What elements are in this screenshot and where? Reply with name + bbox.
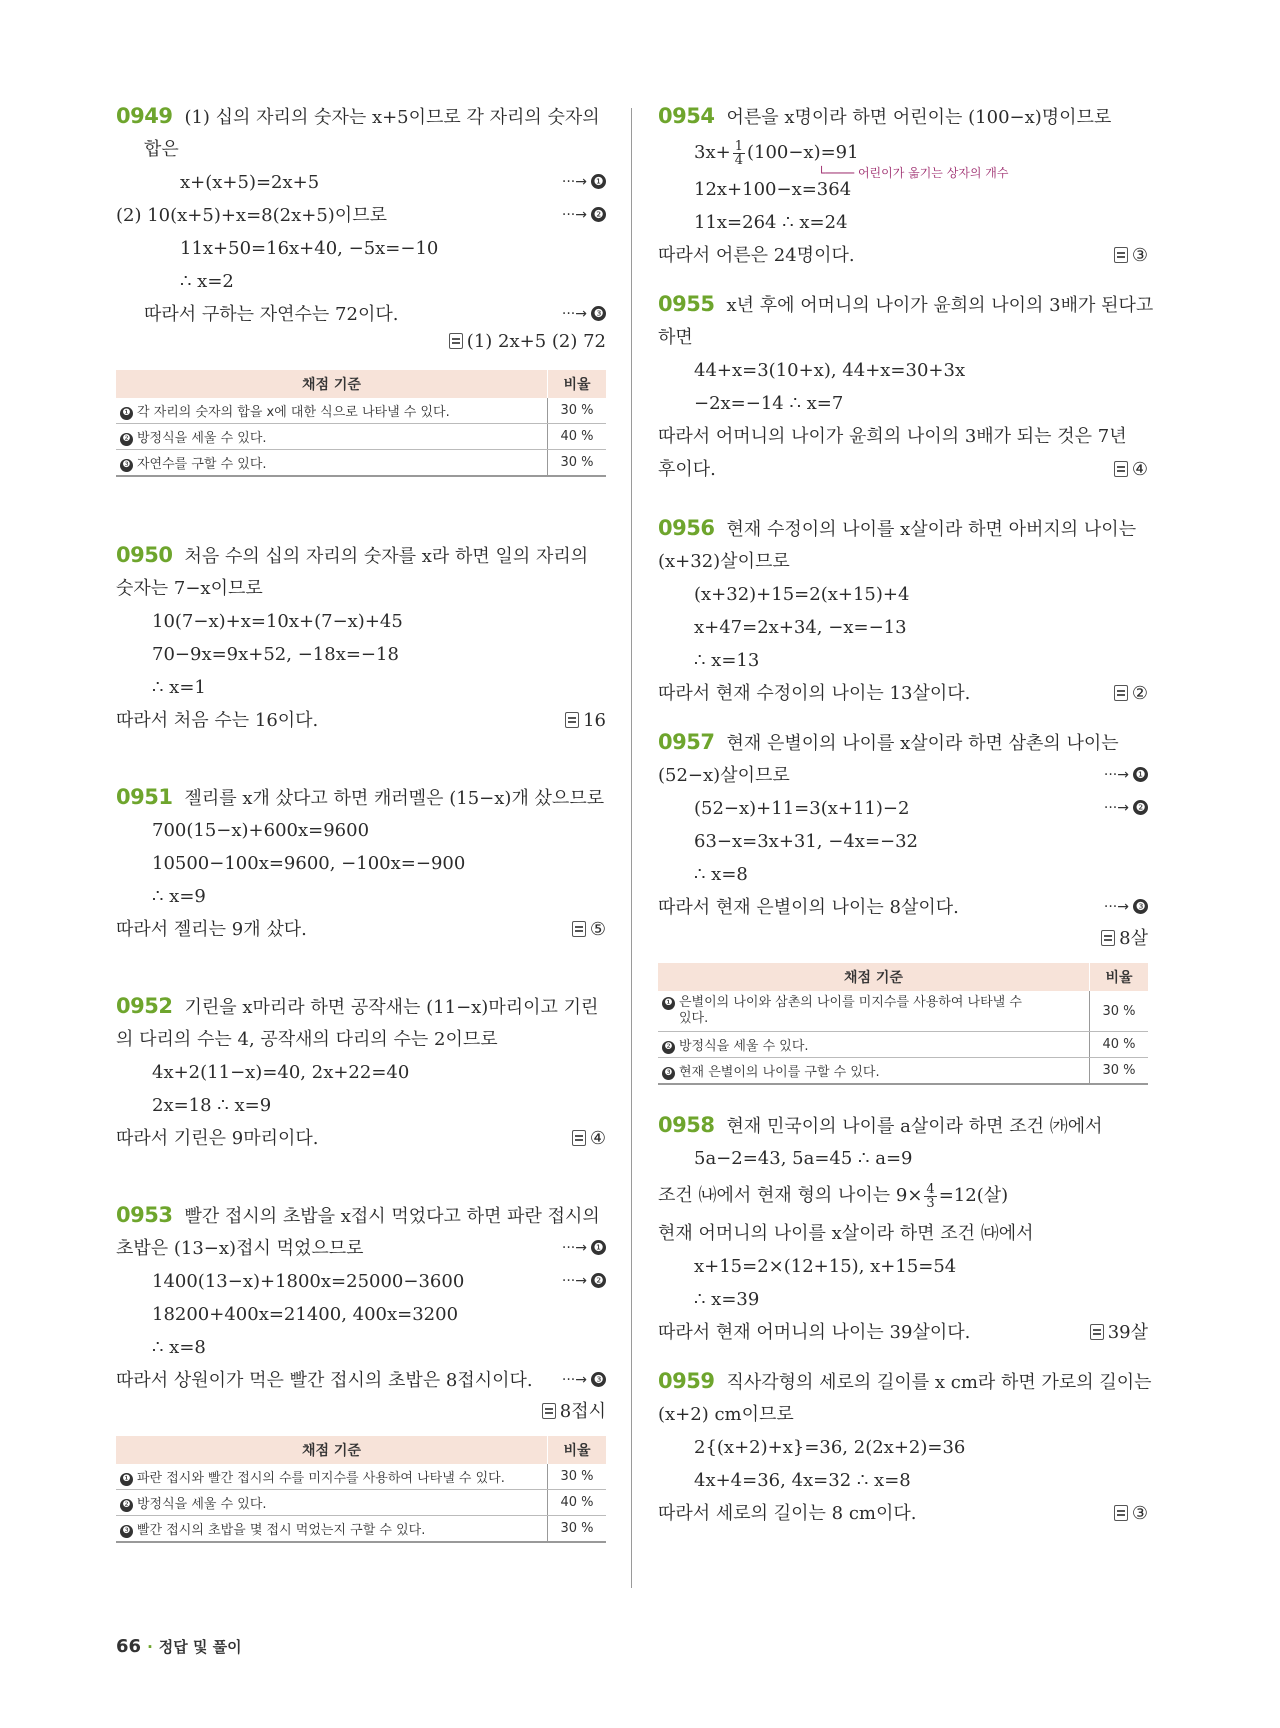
solution-text: 초밥은 (13−x)접시 먹었으므로 — [116, 1238, 364, 1259]
equation: ∴ x=1 — [152, 677, 206, 698]
answer: 39살 — [1090, 1316, 1148, 1349]
step-marker: ···→ ❷ — [562, 1265, 606, 1298]
annotation-note: └──── 어린이가 옮기는 상자의 개수 — [818, 166, 1009, 180]
equation: (52−x)+11=3(x+11)−2 — [694, 798, 910, 819]
equation: x+47=2x+34, −x=−13 — [694, 617, 907, 638]
problem-number: 0954 — [658, 104, 715, 128]
solution-text: 의 다리의 수는 4, 공작새의 다리의 수는 2이므로 — [116, 1029, 498, 1050]
conclusion: 따라서 현재 은별이의 나이는 8살이다. — [658, 897, 959, 918]
answer-icon — [572, 921, 586, 937]
problem-0951 — [116, 781, 606, 946]
solution-text: 기린을 x마리라 하면 공작새는 (11−x)마리이고 기린 — [184, 997, 599, 1018]
answer-icon — [1114, 685, 1128, 701]
answer-icon — [565, 712, 579, 728]
step-marker: ···→ ❶ — [562, 166, 606, 199]
equation: 18200+400x=21400, 400x=3200 — [152, 1304, 459, 1325]
equation: 1400(13−x)+1800x=25000−3600 — [152, 1271, 465, 1292]
solution-text: 숫자는 7−x이므로 — [116, 578, 263, 599]
answer: ③ — [1114, 239, 1148, 272]
problem-0953 — [116, 1199, 606, 1543]
answer: ③ — [1114, 1497, 1148, 1530]
step-marker: ···→ ❷ — [1104, 792, 1148, 825]
conclusion: 따라서 젤리는 9개 샀다. — [116, 919, 307, 940]
equation: ∴ x=39 — [694, 1289, 760, 1310]
fraction: $\frac{4}{3}$ — [926, 1181, 935, 1211]
problem-number: 0958 — [658, 1113, 715, 1137]
solution-text: 빨간 접시의 초밥을 x접시 먹었다고 하면 파란 접시의 — [184, 1206, 600, 1227]
column-divider — [631, 108, 632, 1588]
problem-number: 0959 — [658, 1369, 715, 1393]
answer-icon — [542, 1403, 556, 1419]
equation: 11x+50=16x+40, −5x=−10 — [180, 238, 439, 259]
equation: 4x+4=36, 4x=32 ∴ x=8 — [694, 1470, 911, 1491]
equation: 2{(x+2)+x}=36, 2(2x+2)=36 — [694, 1437, 966, 1458]
equation: 11x=264 ∴ x=24 — [694, 212, 848, 233]
scoring-table: 채점 기준 비율 ❶ 파란 접시와 빨간 접시의 수를 미지수를 사용하여 나타낼 수 있다. 30 % ❷ 방정식을 세울 수 있다. 40 % ❸ 빨간 접시의 초밥을 몇 접시 먹었는지 구할 수 있다. 30 % — [116, 1436, 606, 1543]
answer-icon — [1101, 930, 1115, 946]
conclusion: 따라서 현재 수정이의 나이는 13살이다. — [658, 683, 971, 704]
conclusion: 따라서 구하는 자연수는 72이다. — [144, 304, 399, 325]
problem-number: 0952 — [116, 994, 173, 1018]
equation: (x+32)+15=2(x+15)+4 — [694, 584, 910, 605]
answer: ④ — [572, 1122, 606, 1155]
problem-0954 — [658, 100, 1148, 272]
equation: 4x+2(11−x)=40, 2x+22=40 — [152, 1062, 410, 1083]
step-marker: ···→ ❸ — [562, 1364, 606, 1397]
problem-0957 — [658, 726, 1148, 1085]
answer-icon — [1114, 461, 1128, 477]
solution-text: 직사각형의 세로의 길이를 x cm라 하면 가로의 길이는 — [726, 1372, 1152, 1393]
answer: (1) 2x+5 (2) 72 — [449, 331, 606, 352]
equation: 12x+100−x=364 — [694, 179, 852, 200]
conclusion: 후이다. — [658, 459, 716, 480]
equation: 5a−2=43, 5a=45 ∴ a=9 — [694, 1148, 913, 1169]
solution-text: (52−x)살이므로 — [658, 765, 790, 786]
problem-0955 — [658, 288, 1154, 486]
solution-text: 현재 수정이의 나이를 x살이라 하면 아버지의 나이는 — [726, 519, 1137, 540]
problem-0949 — [116, 100, 606, 477]
solution-text: 어른을 x명이라 하면 어린이는 (100−x)명이므로 — [726, 107, 1112, 128]
step-marker: ···→ ❶ — [1104, 759, 1148, 792]
solution-text: 처음 수의 십의 자리의 숫자를 x라 하면 일의 자리의 — [184, 546, 589, 567]
answer-icon — [1114, 247, 1128, 263]
conclusion: 따라서 처음 수는 16이다. — [116, 710, 319, 731]
table-row: ❷ 방정식을 세울 수 있다. 40 % — [116, 424, 606, 450]
answer-icon — [1090, 1324, 1104, 1340]
solution-text: (x+2) cm이므로 — [658, 1404, 794, 1425]
solution-text: 하면 — [658, 327, 693, 348]
answer-icon — [1114, 1505, 1128, 1521]
equation: ∴ x=8 — [694, 864, 748, 885]
scoring-table: 채점 기준 비율 ❶ 은별이의 나이와 삼촌의 나이를 미지수를 사용하여 나타낼 수 있다. 30 % ❷ 방정식을 세울 수 있다. 40 % ❸ 현재 은별이의 나이를 구할 수 있다. 30 % — [658, 963, 1148, 1085]
table-row: ❷ 방정식을 세울 수 있다. 40 % — [116, 1490, 606, 1516]
conclusion: 따라서 현재 어머니의 나이는 39살이다. — [658, 1322, 971, 1343]
table-row: ❷ 방정식을 세울 수 있다. 40 % — [658, 1032, 1148, 1058]
equation: 700(15−x)+600x=9600 — [152, 820, 370, 841]
conclusion: 따라서 어머니의 나이가 윤희의 나이의 3배가 되는 것은 7년 — [658, 426, 1127, 447]
problem-number: 0955 — [658, 292, 715, 316]
section-label: 정답 및 풀이 — [158, 1638, 242, 1656]
fraction: $\frac{1}{4}$ — [734, 138, 743, 168]
conclusion: 따라서 기린은 9마리이다. — [116, 1128, 319, 1149]
left-column — [116, 100, 606, 1543]
problem-0952 — [116, 990, 606, 1155]
table-row: ❸ 빨간 접시의 초밥을 몇 접시 먹었는지 구할 수 있다. 30 % — [116, 1516, 606, 1543]
equation: 63−x=3x+31, −4x=−32 — [694, 831, 919, 852]
answer-icon — [572, 1130, 586, 1146]
problem-number: 0957 — [658, 730, 715, 754]
solution-text: 현재 어머니의 나이를 x살이라 하면 조건 ㈐에서 — [658, 1223, 1034, 1244]
solution-text: (1) 십의 자리의 숫자는 x+5이므로 각 자리의 숫자의 — [184, 107, 600, 128]
solution-text: 현재 민국이의 나이를 a살이라 하면 조건 ㈎에서 — [726, 1116, 1103, 1137]
problem-0950 — [116, 539, 606, 737]
equation: 2x=18 ∴ x=9 — [152, 1095, 272, 1116]
problem-number: 0953 — [116, 1203, 173, 1227]
page-footer — [116, 1636, 242, 1657]
step-marker: ···→ ❸ — [562, 298, 606, 331]
equation: ∴ x=9 — [152, 886, 206, 907]
solution-text: 조건 ㈏에서 현재 형의 나이는 9× $\frac{4}{3}$ =12(살) — [658, 1181, 1009, 1211]
right-column — [658, 100, 1154, 1530]
answer-icon — [449, 333, 463, 349]
solution-text: 합은 — [144, 139, 179, 160]
problem-0959 — [658, 1365, 1152, 1530]
answer: ② — [1114, 677, 1148, 710]
equation: x+(x+5)=2x+5 — [180, 172, 320, 193]
solution-text: 젤리를 x개 샀다고 하면 캐러멜은 (15−x)개 샀으므로 — [184, 788, 605, 809]
table-row: ❶ 각 자리의 숫자의 합을 x에 대한 식으로 나타낼 수 있다. 30 % — [116, 398, 606, 424]
step-marker: ···→ ❷ — [562, 199, 606, 232]
step-marker: ···→ ❶ — [562, 1232, 606, 1265]
answer: 16 — [565, 704, 606, 737]
solution-text: (x+32)살이므로 — [658, 551, 790, 572]
equation: 3x+ $\frac{1}{4}$ (100−x)=91 └──── 어린이가 옮기는 상자의 개수 — [658, 133, 1148, 173]
problem-number: 0950 — [116, 543, 173, 567]
step-marker: ···→ ❸ — [1104, 891, 1148, 924]
problem-0958 — [658, 1109, 1148, 1349]
scoring-table: 채점 기준 비율 ❶ 각 자리의 숫자의 합을 x에 대한 식으로 나타낼 수 있다. 30 % ❷ 방정식을 세울 수 있다. 40 % ❸ 자연수를 구할 수 있다. 30 % — [116, 370, 606, 477]
solution-text: (2) 10(x+5)+x=8(2x+5)이므로 — [116, 205, 387, 226]
equation: ∴ x=2 — [180, 271, 234, 292]
equation: 10500−100x=9600, −100x=−900 — [152, 853, 466, 874]
equation: x+15=2×(12+15), x+15=54 — [694, 1256, 957, 1277]
equation: ∴ x=8 — [152, 1337, 206, 1358]
equation: ∴ x=13 — [694, 650, 760, 671]
table-row: ❸ 자연수를 구할 수 있다. 30 % — [116, 450, 606, 477]
conclusion: 따라서 세로의 길이는 8 cm이다. — [658, 1503, 917, 1524]
solution-text: x년 후에 어머니의 나이가 윤희의 나이의 3배가 된다고 — [726, 295, 1154, 316]
table-row: ❶ 파란 접시와 빨간 접시의 수를 미지수를 사용하여 나타낼 수 있다. 30 % — [116, 1464, 606, 1490]
answer: 8살 — [1101, 924, 1148, 950]
equation: 10(7−x)+x=10x+(7−x)+45 — [152, 611, 403, 632]
table-row: ❸ 현재 은별이의 나이를 구할 수 있다. 30 % — [658, 1058, 1148, 1085]
problem-number: 0956 — [658, 516, 715, 540]
separator-dot: · — [147, 1638, 153, 1656]
conclusion: 따라서 어른은 24명이다. — [658, 245, 855, 266]
answer: 8접시 — [542, 1397, 606, 1423]
conclusion: 따라서 상원이가 먹은 빨간 접시의 초밥은 8접시이다. — [116, 1370, 533, 1391]
answer: ⑤ — [572, 913, 606, 946]
equation: 70−9x=9x+52, −18x=−18 — [152, 644, 399, 665]
solution-text: 현재 은별이의 나이를 x살이라 하면 삼촌의 나이는 — [726, 733, 1119, 754]
problem-number: 0949 — [116, 104, 173, 128]
problem-number: 0951 — [116, 785, 173, 809]
problem-0956 — [658, 512, 1148, 710]
equation: 44+x=3(10+x), 44+x=30+3x — [694, 360, 966, 381]
table-row: ❶ 은별이의 나이와 삼촌의 나이를 미지수를 사용하여 나타낼 수 있다. 30 % — [658, 991, 1148, 1032]
equation: −2x=−14 ∴ x=7 — [694, 393, 844, 414]
page-number: 66 — [116, 1636, 142, 1657]
answer: ④ — [1114, 453, 1148, 486]
